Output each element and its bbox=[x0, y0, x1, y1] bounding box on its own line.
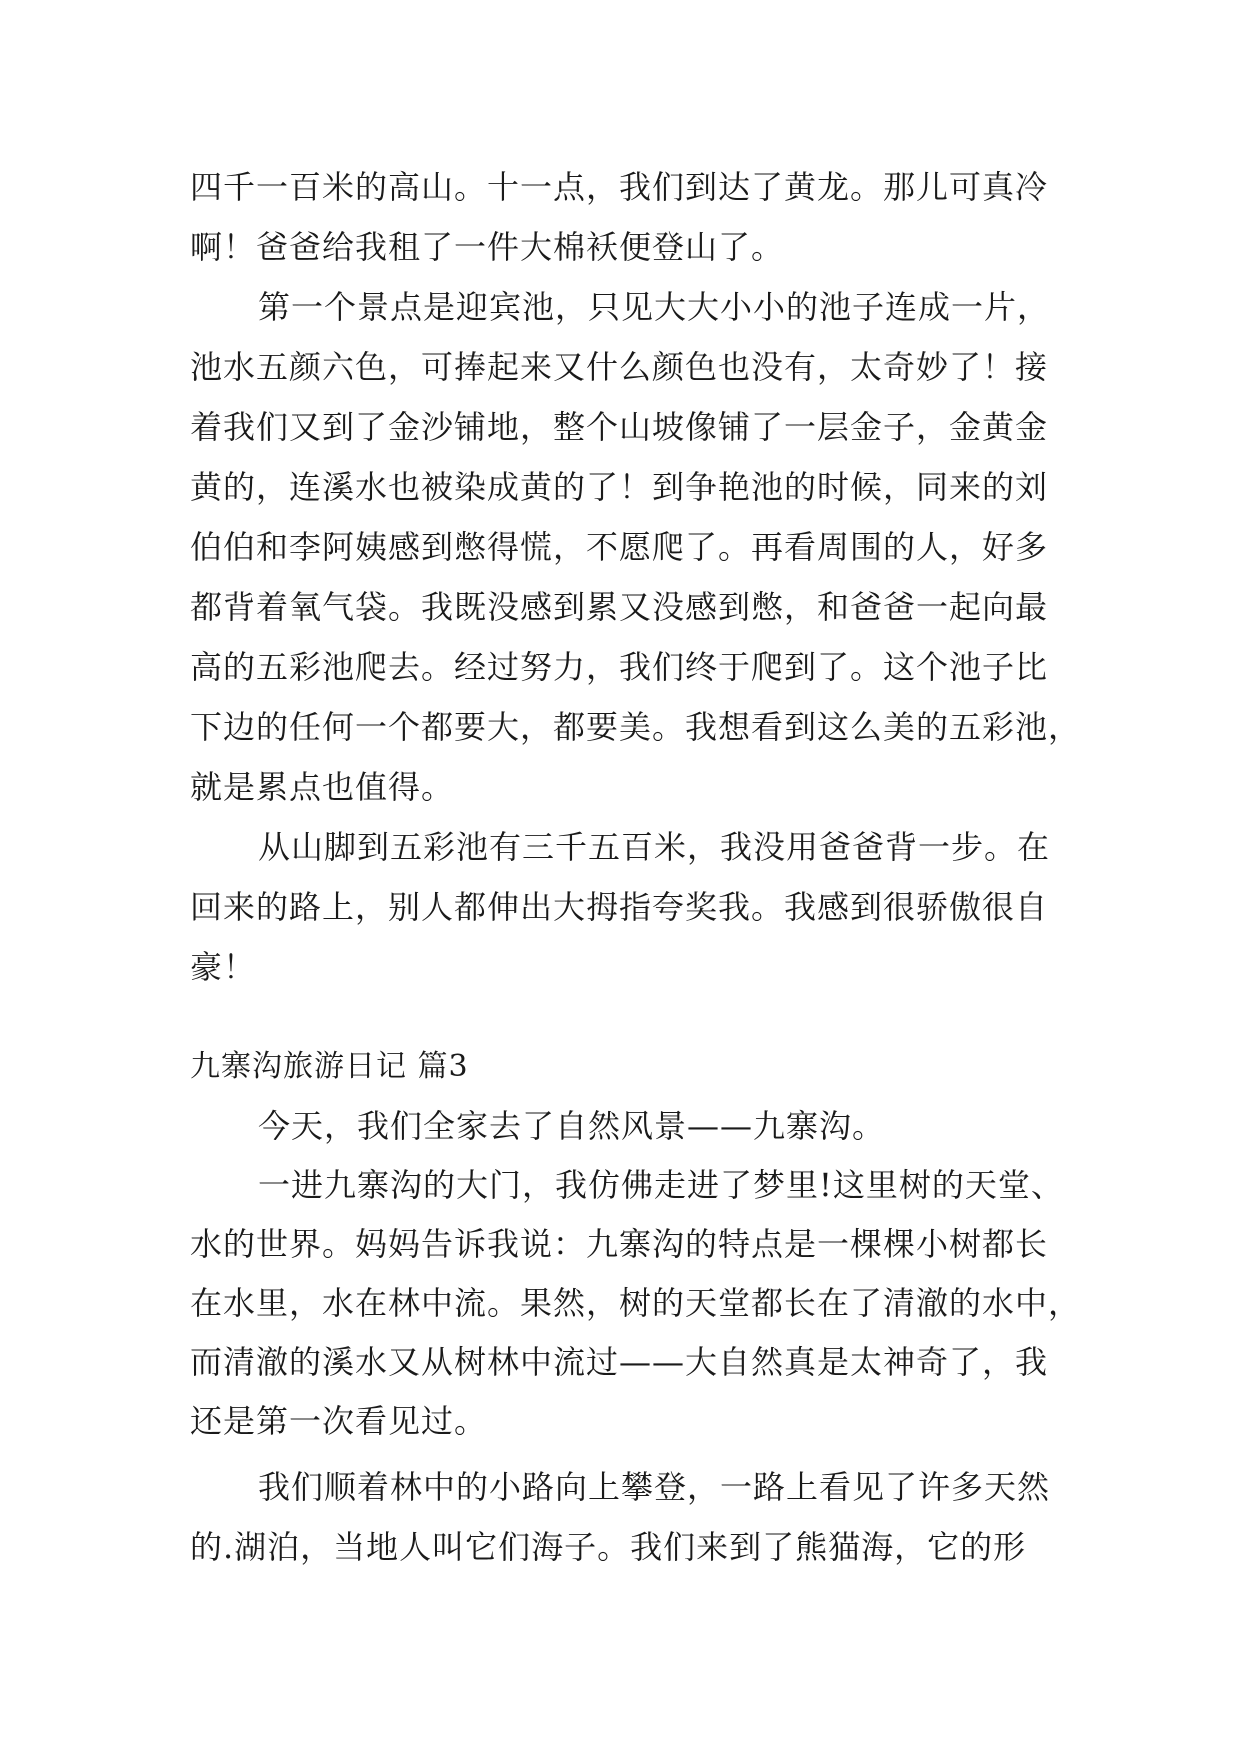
paragraph-line: 今天，我们全家去了自然风景——九寨沟。 bbox=[258, 1107, 886, 1145]
paragraph-line: 啊！爸爸给我租了一件大棉袄便登山了。 bbox=[190, 228, 785, 266]
section-heading: 九寨沟旅游日记 篇3 bbox=[190, 1049, 469, 1084]
paragraph-line: 回来的路上，别人都伸出大拇指夸奖我。我感到很骄傲很自 bbox=[190, 888, 1049, 926]
paragraph-line: 一进九寨沟的大门，我仿佛走进了梦里!这里树的天堂、 bbox=[258, 1166, 1064, 1204]
paragraph-line: 的.湖泊，当地人叫它们海子。我们来到了熊猫海，它的形 bbox=[190, 1528, 1027, 1566]
paragraph-line: 着我们又到了金沙铺地，整个山坡像铺了一层金子，金黄金 bbox=[190, 408, 1049, 446]
paragraph-line: 伯伯和李阿姨感到憋得慌，不愿爬了。再看周围的人，好多 bbox=[190, 528, 1049, 566]
paragraph-line: 都背着氧气袋。我既没感到累又没感到憋，和爸爸一起向最 bbox=[190, 588, 1049, 626]
paragraph-line: 豪！ bbox=[190, 948, 257, 986]
paragraph-line: 在水里，水在林中流。果然，树的天堂都长在了清澈的水中， bbox=[190, 1284, 1082, 1322]
paragraph-line: 从山脚到五彩池有三千五百米，我没用爸爸背一步。在 bbox=[258, 828, 1051, 866]
paragraph-line: 就是累点也值得。 bbox=[190, 768, 455, 806]
paragraph-line: 第一个景点是迎宾池，只见大大小小的池子连成一片， bbox=[258, 288, 1051, 326]
paragraph-line: 高的五彩池爬去。经过努力，我们终于爬到了。这个池子比 bbox=[190, 648, 1049, 686]
paragraph-line: 四千一百米的高山。十一点，我们到达了黄龙。那儿可真冷 bbox=[190, 168, 1049, 206]
paragraph-line: 而清澈的溪水又从树林中流过——大自然真是太神奇了，我 bbox=[190, 1343, 1049, 1381]
paragraph-line: 我们顺着林中的小路向上攀登，一路上看见了许多天然 bbox=[258, 1468, 1051, 1506]
paragraph-line: 水的世界。妈妈告诉我说：九寨沟的特点是一棵棵小树都长 bbox=[190, 1225, 1049, 1263]
paragraph-line: 下边的任何一个都要大，都要美。我想看到这么美的五彩池， bbox=[190, 708, 1082, 746]
paragraph-line: 还是第一次看见过。 bbox=[190, 1402, 488, 1440]
paragraph-line: 黄的，连溪水也被染成黄的了！到争艳池的时候，同来的刘 bbox=[190, 468, 1049, 506]
paragraph-line: 池水五颜六色，可捧起来又什么颜色也没有，太奇妙了！接 bbox=[190, 348, 1049, 386]
